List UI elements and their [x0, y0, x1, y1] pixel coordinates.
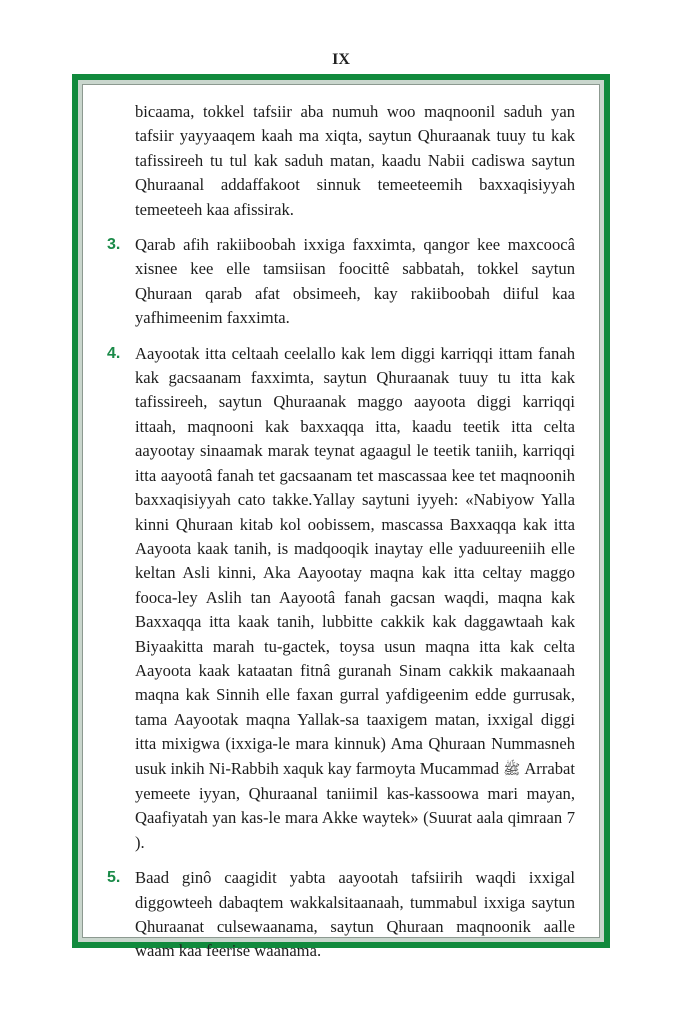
list-item-5	[107, 866, 575, 964]
list-item-4	[107, 342, 575, 856]
list-number: 3.	[107, 236, 121, 254]
page-content	[107, 100, 575, 975]
list-number: 4.	[107, 344, 121, 362]
intro-paragraph: bicaama, tokkel tafsiir aba numuh woo maqnoonil saduh yan tafsiir yayyaaqem kaah ma xiqta, saytun Qhuraanak tuuy tu kak tafissireeh tu tul kak saduh matan, kaadu Nabii cadiswa saytun Qhuraanal addaffakoot sinnuk temeeteemih baxxaqisiyyah temeeteeh kaa afissirak.	[135, 102, 575, 219]
list-item-3	[107, 233, 575, 331]
honorific-glyph: ﷺ	[503, 761, 521, 778]
page-number: IX	[332, 51, 350, 68]
list-item-text-continued: Arrabat yemeete iyyan, Qhuraanal taniimil kas-kassoowa mari mayan, Qaafiyatah yan kas-le mara Akke waytek» (Suurat aala qimraan 7 ).	[135, 758, 575, 852]
list-item-text: Qarab afih rakiiboobah ixxiga faxximta, qangor kee maxcoocâ xisnee kee elle tamsiisan foocittê sabbatah, tokkel saytun Qhuraan qarab afat obsimeeh, kay rakiiboobah diiful kaa yafhimeenim faxximta.	[135, 235, 575, 328]
list-item-text: Baad ginô caagidit yabta aayootah tafsiirih waqdi ixxigal diggowteeh dabaqtem wakkalsitaanaah, tummabul ixxiga saytun Qhuraanat culsewaanama, saytun Qhuraan maqnoonik aalle waam kaa feerise waanama.	[135, 868, 575, 961]
list-item-text: Aayootak itta celtaah ceelallo kak lem diggi karriqqi ittam fanah kak gacsaanam faxximta, saytun Qhuraanak tuuy tu itta kak tafissireeh, saytun Qhuraanak maggo aayoota diggi karriqqi ittaah, maqnooni kak baxxaqqa itta, kaadu teetik itta celta aayootay sinaamak marak teynat agaagul le teetik taniih, karriqqi itta aayootâ fanah tet gacsaanam tet mascassaa kee tet maqnoonih baxxaqisiyyah cato takke.Yallay saytuni iyyeh: «Nabiyow Yalla kinni Qhuraan kitab kol oobissem, mascassa Baxxaqqa kak itta Aayoota kaak tanih, is madqooqik inaytay elle yaduureeniih elle keltan Asli kinni, Aka Aayootay maqna kak itta celtay maggo fooca-ley Aslih tan Aayootâ fanah gacsan waqdi, maqna kak Baxxaqqa itta kaak tanih, lubbitte cakkik kak daggawtaah kak Biyaakitta marah tu-gactek, toysa usun maqna itta kak celta Aayoota kaak kataatan fitnâ guranah Sinam cakkik makaanaah maqna kak Sinnih elle faxan gurral yafdigeenim edde gurrusak, tama Aayootak maqna Yallak-sa taaxigem matan, ixxigal diggi itta mixigwa (ixxiga-le mara kinnuk) Ama Qhuraan Nummasneh usuk inkih Ni-Rabbih xaquk kay farmoyta Mucammad	[135, 343, 575, 778]
list-number: 5.	[107, 869, 121, 887]
